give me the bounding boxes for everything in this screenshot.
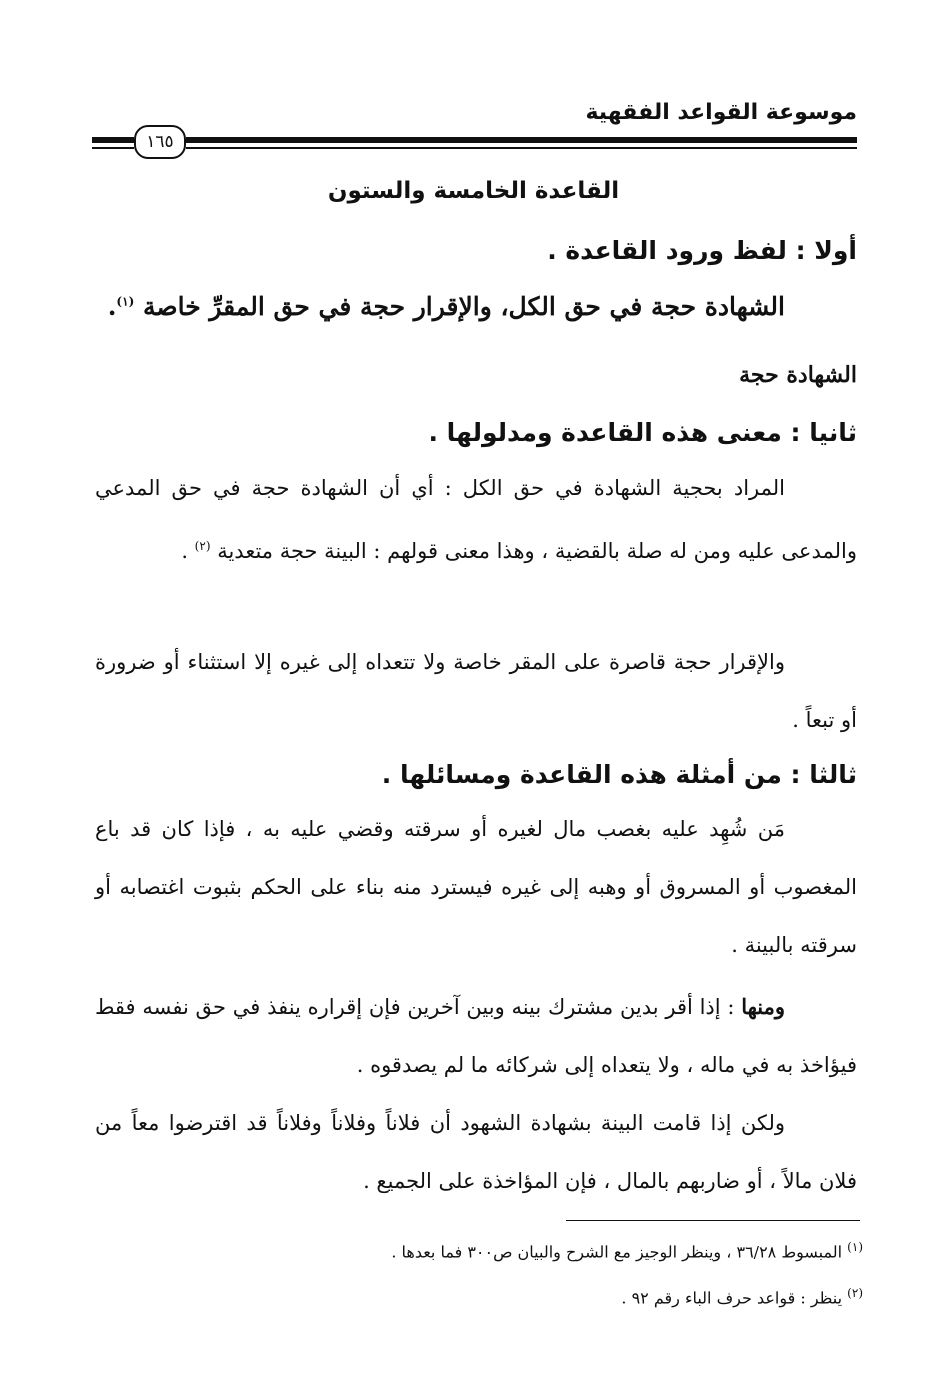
examples-paragraph-2: [95, 978, 857, 1094]
examples-paragraph-1: مَن شُهِد عليه بغصب مال لغيره أو سرقته وقضي عليه به ، فإذا كان قد باع المغصوب أو المسروق أو وهبه إلى غيره فيسترد منه بناء على الحكم بثبوت اغتصابه أو سرقته بالبينة .: [95, 817, 857, 957]
section-heading-examples: ثالثا : من أمثلة هذه القاعدة ومسائلها .: [381, 760, 857, 789]
meaning-paragraph-1: [95, 459, 857, 580]
footnote-separator: [566, 1220, 860, 1221]
section-heading-meaning: ثانيا : معنى هذه القاعدة ومدلولها .: [428, 418, 857, 447]
rule-statement-end: .: [107, 292, 117, 321]
header-rule-left-thin: [92, 147, 134, 149]
footnote-ref-1: (١): [116, 294, 135, 309]
rule-statement: [108, 292, 785, 321]
footnote-2-marker: (٢): [847, 1286, 863, 1300]
section-heading-wording: أولا : لفظ ورود القاعدة .: [547, 236, 857, 265]
examples-paragraph-3: ولكن إذا قامت البينة بشهادة الشهود أن فلاناً وفلاناً وفلاناً قد اقترضوا معاً من فلان مالاً ، أو ضاربهم بالمال ، فإن المؤاخذة على الجميع .: [95, 1111, 857, 1193]
footnote-2: [621, 1286, 863, 1307]
keyword-line: الشهادة حجة: [739, 362, 857, 388]
running-header-title: موسوعة القواعد الفقهية: [585, 100, 857, 125]
header-rule-thick: [186, 137, 857, 143]
rule-statement-text: الشهادة حجة في حق الكل، والإقرار حجة في حق المقرِّ خاصة: [142, 292, 785, 321]
footnote-1-marker: (١): [847, 1240, 863, 1254]
footnote-2-text: ينظر : قواعد حرف الباء رقم ٩٢ .: [621, 1288, 843, 1308]
examples-paragraph-2-lead: ومنها: [741, 994, 785, 1019]
footnote-1: [391, 1240, 863, 1261]
meaning-paragraph-2: والإقرار حجة قاصرة على المقر خاصة ولا تتعداه إلى غيره إلا استثناء أو ضرورة أو تبعاً .: [95, 650, 857, 732]
examples-paragraph-2-text: : إذا أقر بدين مشترك بينه وبين آخرين فإن إقراره ينفذ في حق نفسه فقط فيؤاخذ به في ماله ، ولا يتعداه إلى شركائه ما لم يصدقوه .: [95, 995, 857, 1077]
footnote-1-text: المبسوط ٣٦/٢٨ ، وينظر الوجيز مع الشرح والبيان ص٣٠٠ فما بعدها .: [391, 1242, 843, 1262]
header-rule-left-thick: [92, 137, 134, 143]
rule-title: القاعدة الخامسة والستون: [327, 178, 620, 204]
meaning-paragraph-1-text: المراد بحجية الشهادة في حق الكل : أي أن الشهادة حجة في حق المدعي والمدعى عليه ومن له صلة بالقضية ، وهذا معنى قولهم : البينة حجة متعدية: [95, 476, 857, 563]
footnote-ref-2: (٢): [194, 539, 211, 553]
meaning-paragraph-1-end: .: [181, 539, 195, 563]
header-rule-thin: [186, 147, 857, 149]
page-number: ١٦٥: [134, 125, 186, 159]
